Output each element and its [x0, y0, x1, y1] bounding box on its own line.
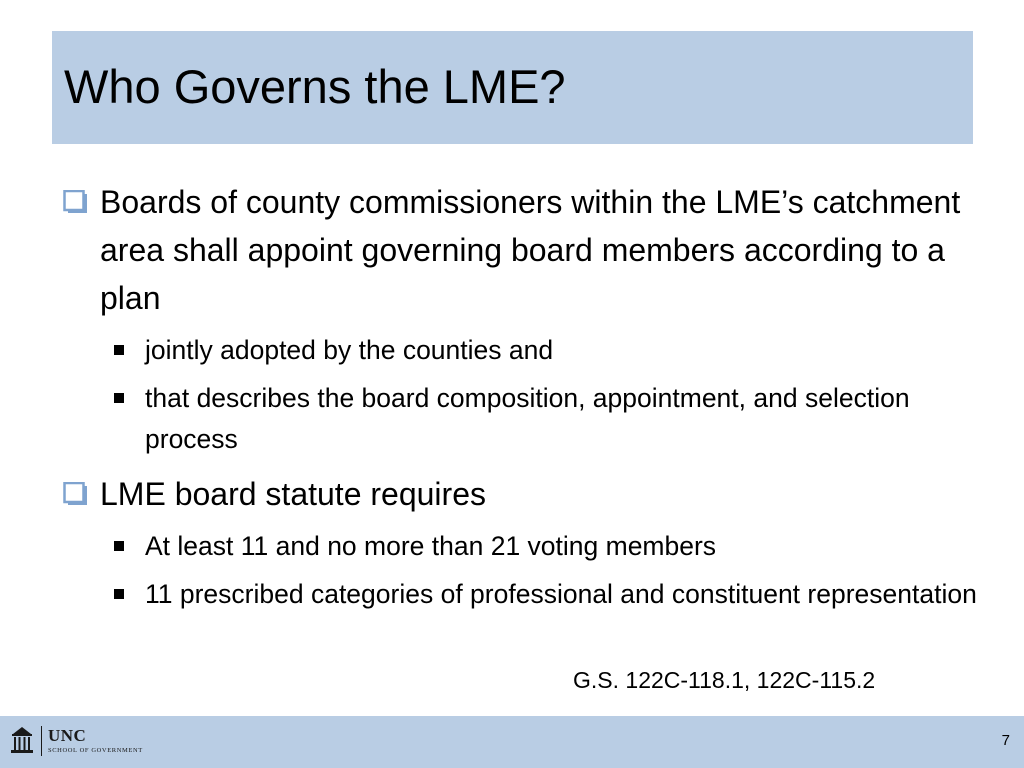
bullet-text: At least 11 and no more than 21 voting members — [145, 531, 717, 561]
square-bullet-icon — [114, 393, 124, 403]
page-number: 7 — [1001, 732, 1010, 749]
bullet-text: 11 prescribed categories of professional and constituent representation — [145, 579, 977, 609]
logo-subtitle: SCHOOL OF GOVERNMENT — [48, 747, 143, 754]
bullet-text: jointly adopted by the counties and — [145, 335, 554, 365]
box-bullet-icon — [63, 482, 93, 506]
logo-divider — [41, 726, 42, 756]
bullet-level2 — [145, 378, 1005, 460]
square-bullet-icon — [114, 589, 124, 599]
bullet-level2 — [145, 526, 1005, 567]
logo-name: UNC — [48, 726, 87, 745]
slide-title: Who Governs the LME? — [64, 60, 566, 113]
bullet-level2 — [145, 330, 1005, 371]
square-bullet-icon — [114, 345, 124, 355]
unc-sog-logo — [10, 728, 160, 758]
bullet-level1 — [100, 470, 990, 518]
old-well-icon — [10, 726, 34, 754]
box-bullet-icon — [63, 190, 93, 214]
statute-citation: G.S. 122C-118.1, 122C-115.2 — [573, 667, 876, 693]
bullet-level1 — [100, 178, 990, 322]
bullet-text: that describes the board composition, appointment, and selection process — [145, 383, 910, 454]
bullet-level2 — [145, 574, 1005, 615]
title-band — [52, 31, 973, 144]
footer-band — [0, 716, 1024, 768]
bullet-text: LME board statute requires — [100, 476, 486, 512]
square-bullet-icon — [114, 541, 124, 551]
bullet-text: Boards of county commissioners within the LME’s catchment area shall appoint governing board members according to a plan — [100, 184, 961, 316]
